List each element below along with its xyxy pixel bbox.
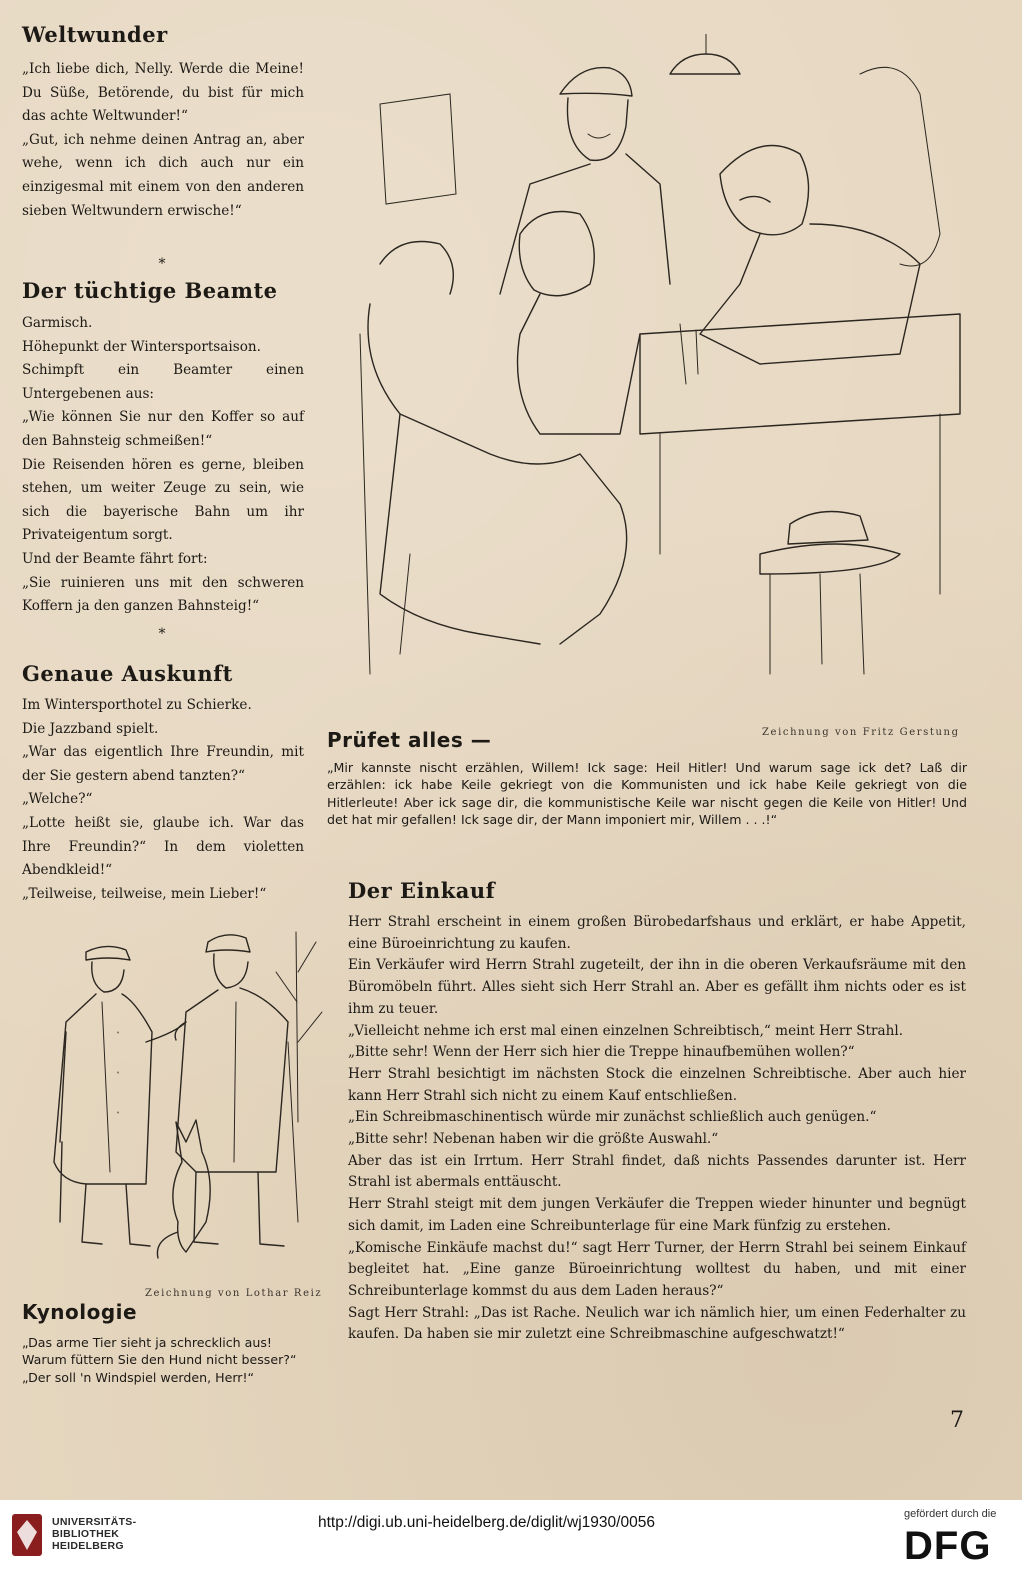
kynologie-line: „Der soll 'n Windspiel werden, Herr!“	[22, 1369, 255, 1385]
beamte-line: Garmisch.	[22, 315, 93, 331]
kynologie-text	[22, 1334, 322, 1386]
weltwunder-heading: Weltwunder	[22, 22, 168, 47]
auskunft-line: „Welche?“	[22, 791, 93, 808]
einkauf-paragraph: Herr Strahl steigt mit dem jungen Verkäufer die Treppen wieder hinunter und begnügt sich damit, im Laden eine Schreibunterlage für eine Mark fünfzig zu erstehen.	[348, 1196, 966, 1234]
auskunft-line: „War das eigentlich Ihre Freundin, mit der Sie gestern abend tanzten?“	[22, 744, 304, 784]
separator-star: *	[158, 626, 166, 642]
auskunft-heading: Genaue Auskunft	[22, 661, 233, 686]
source-url-link[interactable]: http://digi.ub.uni-heidelberg.de/diglit/wj1930/0056	[318, 1514, 655, 1531]
beamte-text	[22, 312, 304, 619]
einkauf-paragraph: Sagt Herr Strahl: „Das ist Rache. Neulich war ich nämlich hier, um einen Federhalter zu kaufen. Da haben sie mir zuletzt eine Schreibmaschine aufgeschwatzt!“	[348, 1304, 966, 1343]
weltwunder-text	[22, 58, 304, 223]
kynologie-credit: Zeichnung von Lothar Reiz	[145, 1288, 323, 1299]
weltwunder-paragraph: „Gut, ich nehme deinen Antrag an, aber wehe, wenn ich dich auch nur ein einzigesmal mit einem von den anderen sieben Weltwundern erwische!“	[22, 131, 304, 219]
einkauf-paragraph: „Bitte sehr! Nebenan haben wir die größte Auswahl.“	[348, 1131, 719, 1148]
beamte-line: Und der Beamte fährt fort:	[22, 550, 208, 567]
kynologie-heading: Kynologie	[22, 1300, 138, 1324]
einkauf-paragraph: Aber das ist ein Irrtum. Herr Strahl findet, daß nichts Passendes darunter ist. Herr Strahl ist abermals enttäuscht.	[348, 1152, 966, 1191]
auskunft-line: Im Wintersporthotel zu Schierke.	[22, 697, 252, 713]
funding-label: gefördert durch die	[904, 1508, 997, 1520]
einkauf-text	[348, 912, 966, 1346]
einkauf-paragraph: Herr Strahl besichtigt im nächsten Stock die einzelnen Schreibtische. Aber auch hier kann Herr Strahl sich nicht zu einem Kauf entschließen.	[348, 1065, 966, 1104]
pruefet-text: „Mir kannste nischt erzählen, Willem! Ick sage: Heil Hitler! Und warum sage ick det? Laß dir erzählen: ick habe Keile gekriegt von die Kommunisten und ick habe Keile gekriegt von die Hitlerleute! Aber ick sage dir, die kommunistische Keile war nischt gegen die Keile von Hitler! Und det hat mir gefallen! Ick sage dir, der Mann imponiert mir, Willem . . .!“	[327, 760, 967, 827]
pruefet-heading: Prüfet alles —	[327, 728, 492, 752]
weltwunder-paragraph: „Ich liebe dich, Nelly. Werde die Meine! Du Süße, Betörende, du bist für mich das achte Weltwunder!“	[22, 61, 304, 125]
beamte-line: „Wie können Sie nur den Koffer so auf den Bahnsteig schmeißen!“	[22, 409, 304, 449]
einkauf-paragraph: Herr Strahl erscheint in einem großen Bürobedarfshaus und erklärt, er habe Appetit, eine Büroeinrichtung zu kaufen.	[348, 914, 966, 952]
library-line: HEIDELBERG	[52, 1540, 124, 1552]
pruefet-illustration	[340, 34, 980, 694]
einkauf-heading: Der Einkauf	[348, 878, 496, 903]
beamte-heading: Der tüchtige Beamte	[22, 278, 278, 303]
beamte-line: Schimpft ein Beamter einen Untergebenen aus:	[22, 362, 304, 402]
auskunft-text	[22, 694, 304, 906]
einkauf-paragraph: „Ein Schreibmaschinentisch würde mir zunächst schließlich auch genügen.“	[348, 1109, 877, 1126]
auskunft-line: Die Jazzband spielt.	[22, 720, 159, 737]
library-name	[52, 1516, 136, 1552]
page-number: 7	[950, 1408, 964, 1433]
einkauf-paragraph: „Bitte sehr! Wenn der Herr sich hier die Treppe hinaufbemühen wollen?“	[348, 1044, 855, 1061]
auskunft-line: „Teilweise, teilweise, mein Lieber!“	[22, 885, 267, 902]
kynologie-line: Warum füttern Sie den Hund nicht besser?“	[22, 1352, 297, 1368]
kynologie-line: „Das arme Tier sieht ja schrecklich aus!	[22, 1335, 272, 1350]
beamte-line: Die Reisenden hören es gerne, bleiben stehen, um weiter Zeuge zu sein, wie sich die bayerische Bahn um ihr Privateigentum sorgt.	[22, 456, 304, 544]
library-line: UNIVERSITÄTS-	[52, 1516, 137, 1528]
footer-bar	[0, 1500, 1022, 1577]
university-seal-icon	[10, 1512, 44, 1558]
kynologie-illustration	[26, 922, 326, 1282]
dfg-logo: DFG	[904, 1524, 992, 1568]
auskunft-line: „Lotte heißt sie, glaube ich. War das Ihre Freundin?“ In dem violetten Abendkleid!“	[22, 814, 304, 879]
separator-star: *	[158, 256, 166, 272]
beamte-line: Höhepunkt der Wintersportsaison.	[22, 338, 261, 355]
beamte-line: „Sie ruinieren uns mit den schweren Koffern ja den ganzen Bahnsteig!“	[22, 574, 304, 615]
einkauf-paragraph: „Vielleicht nehme ich erst mal einen einzelnen Schreibtisch,“ meint Herr Strahl.	[348, 1022, 904, 1039]
einkauf-paragraph: Ein Verkäufer wird Herrn Strahl zugeteilt, der ihn in die oberen Verkaufsräume mit den Büromöbeln führt. Alles sieht sich Herr Strahl an. Aber es gefällt ihm nichts oder es ist ihm zu teuer.	[348, 957, 966, 1017]
pruefet-credit: Zeichnung von Fritz Gerstung	[762, 727, 960, 738]
library-line: BIBLIOTHEK	[52, 1528, 120, 1540]
einkauf-paragraph: „Komische Einkäufe machst du!“ sagt Herr Turner, der Herrn Strahl bei seinem Einkauf begleitet hat. „Eine ganze Büroeinrichtung wolltest du haben, und mit einer Schreibunterlage kommst du aus dem Laden heraus?“	[348, 1239, 966, 1299]
